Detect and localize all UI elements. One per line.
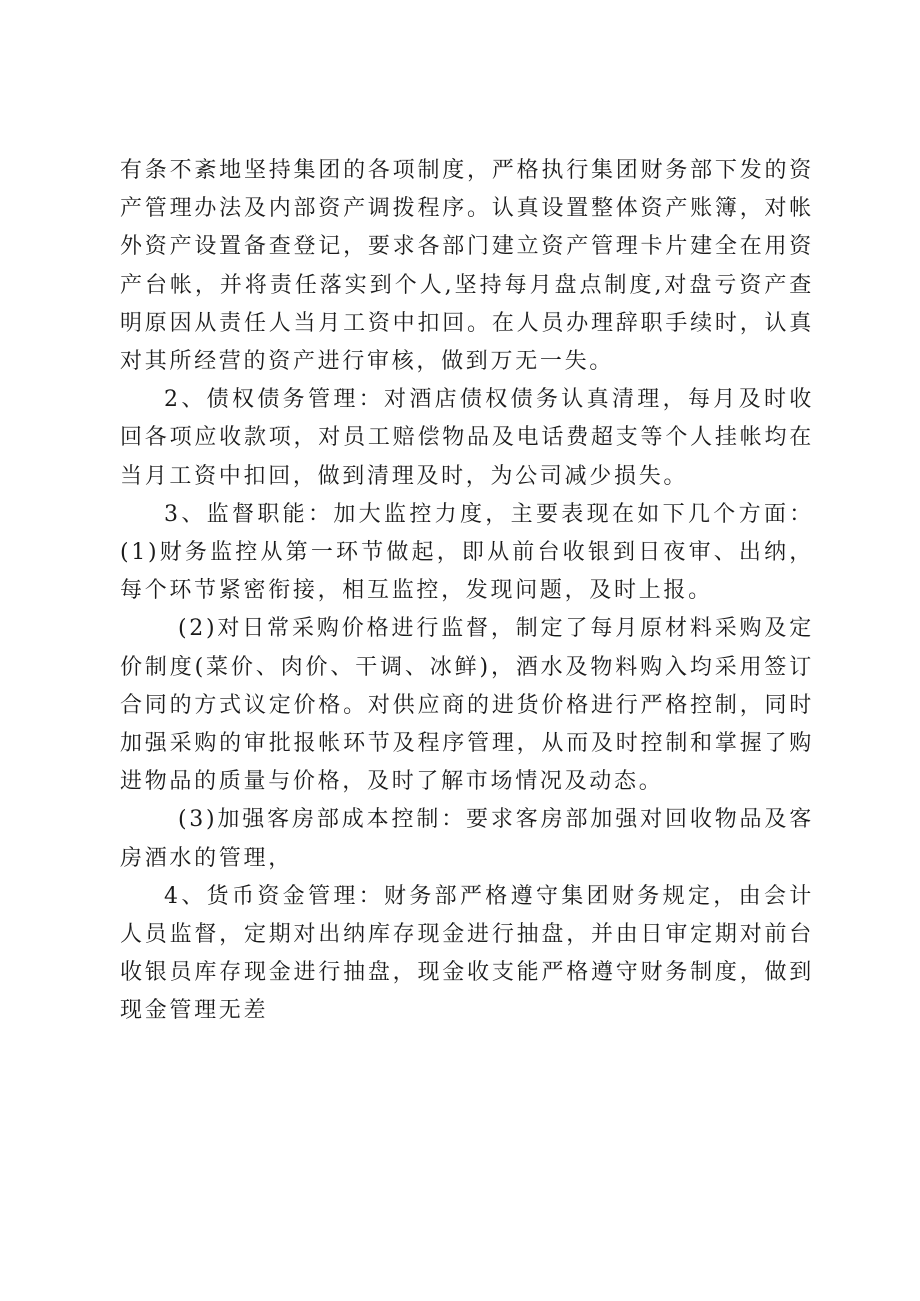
paragraph-supervision-function: 3、监督职能：加大监控力度，主要表现在如下几个方面：(1)财务监控从第一环节做起，即从前台收银到日夜审、出纳，每个环节紧密衔接，相互监控，发现问题，及时上报。 [120, 501, 814, 604]
paragraph-procurement-price-supervision: (2)对日常采购价格进行监督，制定了每月原材料采购及定价制度(菜价、肉价、干调、冰鲜)，酒水及物料购入均采用签订合同的方式议定价格。对供应商的进货价格进行严格控制，同时加强采购的审批报帐环节及程序管理，从而及时控制和掌握了购进物品的质量与价格，及时了解市场情况及动态。 [120, 616, 814, 795]
paragraph-asset-management-continued: 有条不紊地坚持集团的各项制度，严格执行集团财务部下发的资产管理办法及内部资产调拨程序。认真设置整体资产账簿，对帐外资产设置备查登记，要求各部门建立资产管理卡片建全在用资产台帐，并将责任落实到个人,坚持每月盘点制度,对盘亏资产查明原因从责任人当月工资中扣回。在人员办理辞职手续时，认真对其所经营的资产进行审核，做到万无一失。 [120, 158, 814, 375]
paragraph-housekeeping-cost-control: (3)加强客房部成本控制：要求客房部加强对回收物品及客房酒水的管理， [120, 807, 814, 871]
paragraph-cash-management: 4、货币资金管理：财务部严格遵守集团财务规定，由会计人员监督，定期对出纳库存现金进行抽盘，并由日审定期对前台收银员库存现金进行抽盘，现金收支能严格遵守财务制度，做到现金管理无差 [120, 883, 814, 1024]
document-body [120, 152, 814, 1031]
paragraph-debt-management: 2、债权债务管理：对酒店债权债务认真清理，每月及时收回各项应收款项，对员工赔偿物品及电话费超支等个人挂帐均在当月工资中扣回，做到清理及时，为公司减少损失。 [120, 387, 814, 489]
